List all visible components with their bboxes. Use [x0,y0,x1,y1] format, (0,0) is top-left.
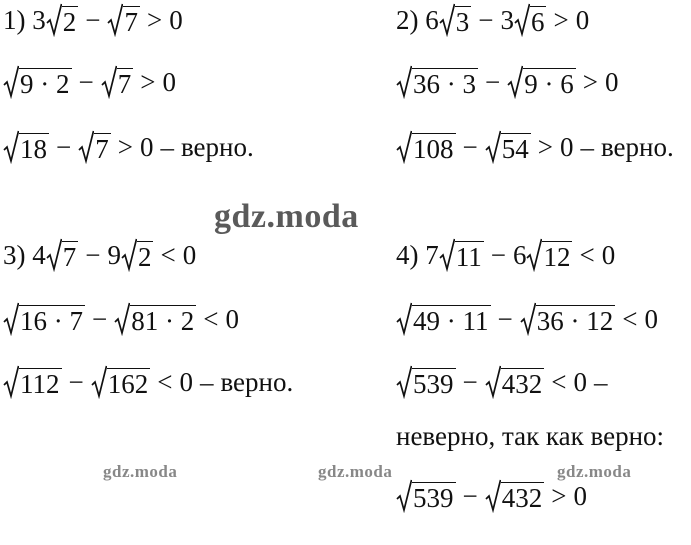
radicand: 7 [124,7,138,37]
operator: < [622,304,638,334]
radicand: 16 · 7 [20,306,83,336]
radical-sign-icon [396,365,412,399]
radicand: 36 · 3 [413,69,476,99]
watermark-small-center: gdz.moda [318,462,393,481]
radicand: 2 [62,7,77,37]
square-root [46,238,79,272]
radical-sign-icon [520,302,536,336]
radical-sign-icon [396,302,412,336]
radicand: 18 [20,134,47,164]
operator: – [199,367,214,397]
math-text: 0 [575,5,590,35]
radical-sign-icon [3,302,19,336]
radicand: 49 · 11 [413,306,489,336]
radical-sign-icon [46,3,62,37]
math-text: 0 [559,132,574,162]
watermark-main: gdz.moda [214,198,359,235]
radicand: 162 [107,369,149,399]
radical-sign-icon [101,65,117,99]
operator: − [85,5,101,35]
radicand: 12 [543,242,571,272]
square-root [107,3,140,37]
operator: − [462,132,478,162]
operator: – [593,367,608,397]
math-text: 9 [107,240,121,270]
square-root [46,3,79,37]
square-root [507,65,576,99]
radicand: 6 [530,7,545,37]
problem-4-line-2 [396,301,658,337]
square-root [396,479,456,513]
radicand: 108 [413,134,454,164]
operator: > [117,132,133,162]
radicand: 11 [455,242,482,272]
problem-1-line-2 [3,64,176,100]
radical-sign-icon [114,302,130,336]
radicand: 81 · 2 [131,306,195,336]
radical-sign-icon [485,365,501,399]
operator: < [551,367,567,397]
math-text: 0 [644,304,658,334]
square-root [439,238,484,272]
square-root [396,130,456,164]
math-text: 0 [225,304,239,334]
radicand: 36 · 12 [536,306,614,336]
square-root [526,238,572,272]
radical-sign-icon [485,130,501,164]
radical-sign-icon [439,3,455,37]
operator: − [497,304,513,334]
math-text: 0 [604,67,619,97]
radical-sign-icon [91,365,107,399]
radicand: 112 [20,369,60,399]
problem-4-line-3 [396,364,614,400]
square-root [485,479,545,513]
math-text: 0 [169,5,183,35]
math-text: 3 [500,5,514,35]
problem-2-line-3 [396,129,674,165]
radicand: 2 [137,242,152,272]
radical-sign-icon [526,238,542,272]
problem-3-line-2 [3,301,239,337]
operator: > [146,5,163,35]
problem-2-line-1 [396,2,589,38]
operator: – [160,132,174,162]
radicand: 539 [413,369,454,399]
operator: − [462,367,478,397]
radical-sign-icon [396,65,412,99]
radical-sign-icon [107,3,123,37]
operator: < [160,240,176,270]
square-root [91,365,151,399]
radicand: 7 [62,242,77,272]
operator: − [85,240,101,270]
math-text: 0 [573,481,587,511]
radicand: 54 [501,134,529,164]
math-text: верно. [180,132,254,162]
operator: − [92,304,108,334]
square-root [439,3,472,37]
radicand: 7 [117,69,132,99]
math-text: 0 [162,67,176,97]
square-root [485,130,531,164]
math-text: 0 [139,132,154,162]
operator: < [157,367,173,397]
problem-3-line-1 [3,237,196,273]
problem-4-line-1 [396,237,615,273]
radical-sign-icon [396,479,412,513]
operator: > [537,132,553,162]
square-root [3,365,62,399]
problem-1-line-3 [3,129,254,165]
radical-sign-icon [507,65,523,99]
problem-1-line-1 [3,2,183,38]
radical-sign-icon [439,238,455,272]
square-root [121,238,154,272]
problem-3-line-3 [3,364,293,400]
square-root [3,130,49,164]
square-root [514,3,547,37]
radical-sign-icon [3,365,19,399]
math-text: 6 [512,240,527,270]
math-text: 3) 4 [3,240,46,270]
operator: > [140,67,156,97]
operator: − [68,367,84,397]
square-root [101,65,134,99]
math-text: верно. [220,367,294,397]
radical-sign-icon [3,130,19,164]
math-text: 2) 6 [396,5,439,35]
operator: < [579,240,595,270]
problem-2-line-2 [396,64,618,100]
radicand: 7 [95,134,109,164]
radical-sign-icon [514,3,530,37]
square-root [396,302,491,336]
operator: − [78,67,94,97]
radicand: 432 [501,369,543,399]
problem-4-line-5 [396,478,587,514]
square-root [396,65,478,99]
math-text: верно. [600,132,674,162]
radical-sign-icon [46,238,62,272]
square-root [3,302,85,336]
math-text: 0 [573,367,587,397]
square-root [396,365,456,399]
radicand: 3 [455,7,470,37]
watermark-small-right: gdz.moda [557,462,632,481]
math-text: 0 [179,367,193,397]
math-text: неверно, так как верно: [396,421,665,451]
radical-sign-icon [78,130,94,164]
radicand: 432 [501,483,543,513]
math-text: 0 [182,240,197,270]
radical-sign-icon [485,479,501,513]
radicand: 9 · 6 [524,69,574,99]
square-root [78,130,111,164]
math-text: 0 [601,240,616,270]
math-text: 4) 7 [396,240,439,270]
square-root [3,65,72,99]
radical-sign-icon [396,130,412,164]
operator: < [203,304,219,334]
operator: – [580,132,594,162]
watermark-small-left: gdz.moda [103,462,178,481]
operator: − [490,240,506,270]
radical-sign-icon [3,65,19,99]
radicand: 9 · 2 [20,69,70,99]
operator: > [553,5,569,35]
square-root [114,302,196,336]
operator: − [462,481,478,511]
square-root [520,302,616,336]
math-text: 1) 3 [3,5,46,35]
square-root [485,365,545,399]
radical-sign-icon [121,238,137,272]
operator: > [551,481,567,511]
radicand: 539 [413,483,454,513]
operator: − [56,132,72,162]
problem-4-line-4 [396,418,664,454]
operator: − [485,67,501,97]
operator: > [582,67,598,97]
operator: − [478,5,494,35]
